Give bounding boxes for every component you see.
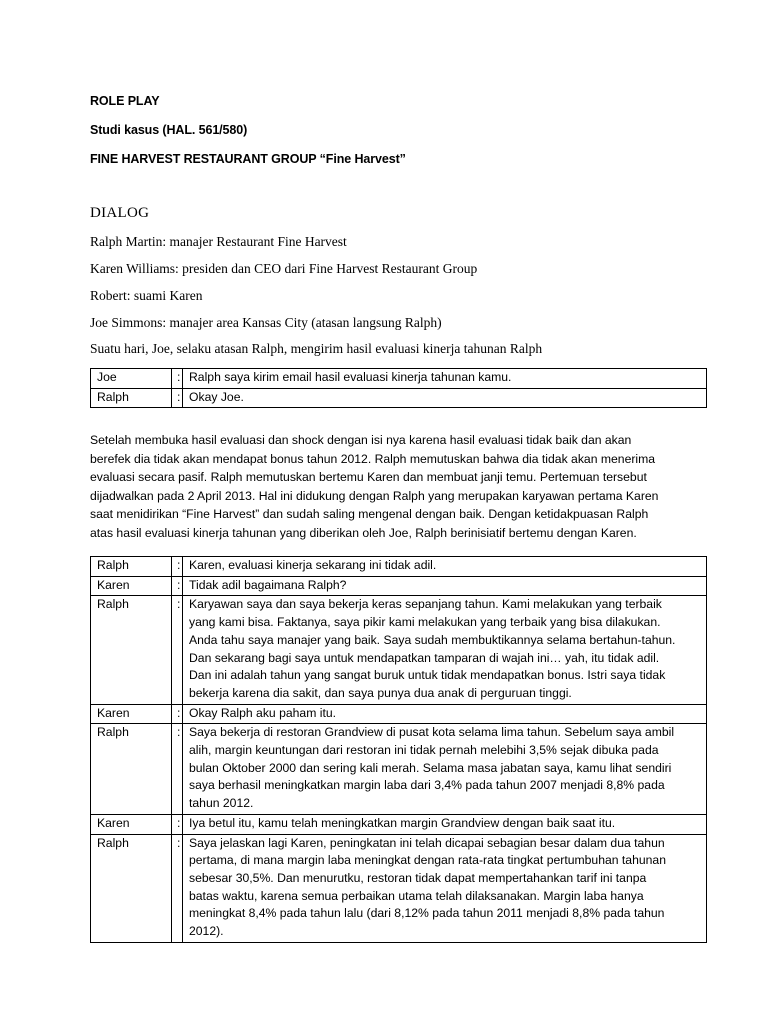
dialog-row [91, 557, 707, 577]
dialog-text: Okay Joe. [183, 388, 707, 408]
dialog-text: Saya bekerja di restoran Grandview di pusat kota selama lima tahun. Sebelum saya ambil alih, margin keuntungan dari restoran ini tidak pernah melebihi 3,5% sejak dibuka pada bulan Oktober 2000 dan sering kali merah. Selama masa jabatan saya, kamu lihat sendiri saya berhasil meningkatkan margin laba dari 3,4% pada tahun 2007 menjadi 8,8% pada tahun 2012. [183, 724, 707, 815]
colon-separator: : [172, 704, 183, 724]
dialog-row [91, 814, 707, 834]
speaker-name: Karen [91, 576, 172, 596]
dialog-row [91, 724, 707, 815]
dialog-text: Saya jelaskan lagi Karen, peningkatan ini telah dicapai sebagian besar dalam dua tahun pertama, di mana margin laba meningkat dengan rata-rata tingkat pertumbuhan tahunan sebesar 30,5%. Dan menurutku, restoran tidak dapat mempertahankan tarif ini tanpa batas waktu, karena semua perbaikan utama telah dilaksanakan. Margin laba hanya meningkat 8,4% pada tahun lalu (dari 8,12% pada tahun 2011 menjadi 8,8% pada tahun 2012). [183, 834, 707, 942]
dialog-row [91, 596, 707, 704]
speaker-name: Karen [91, 814, 172, 834]
dialog-text: Ralph saya kirim email hasil evaluasi kinerja tahunan kamu. [183, 369, 707, 389]
dialog-table-2 [90, 556, 707, 943]
colon-separator: : [172, 834, 183, 942]
dialog-text: Karyawan saya dan saya bekerja keras sepanjang tahun. Kami melakukan yang terbaik yang kami bisa. Faktanya, saya pikir kami melakukan yang terbaik yang bisa dilakukan. Anda tahu saya manajer yang baik. Saya sudah membuktikannya selama bertahun-tahun. Dan sekarang bagi saya untuk mendapatkan tamparan di wajah ini… yah, itu tidak adil. Dan ini adalah tahun yang sangat buruk untuk tidak mendapatkan bonus. Istri saya tidak bekerja karena dia sakit, dan saya punya dua anak di perguruan tinggi. [183, 596, 707, 704]
dialog-text: Karen, evaluasi kinerja sekarang ini tidak adil. [183, 557, 707, 577]
company-heading: FINE HARVEST RESTAURANT GROUP “Fine Harvest” [90, 152, 406, 166]
speaker-name: Ralph [91, 724, 172, 815]
speaker-name: Ralph [91, 388, 172, 408]
dialog-text: Okay Ralph aku paham itu. [183, 704, 707, 724]
doc-title: ROLE PLAY [90, 94, 160, 108]
speaker-name: Karen [91, 704, 172, 724]
cast-line: Karen Williams: presiden dan CEO dari Fine Harvest Restaurant Group [90, 261, 478, 276]
scene-intro: Suatu hari, Joe, selaku atasan Ralph, mengirim hasil evaluasi kinerja tahunan Ralph [90, 341, 543, 356]
dialog-heading: DIALOG [90, 205, 150, 221]
case-study-ref: Studi kasus (HAL. 561/580) [90, 123, 248, 137]
colon-separator: : [172, 576, 183, 596]
paragraph-line: berefek dia tidak akan mendapat bonus tahun 2012. Ralph memutuskan bahwa dia tidak akan menerima [90, 451, 656, 466]
colon-separator: : [172, 596, 183, 704]
colon-separator: : [172, 724, 183, 815]
dialog-text: Iya betul itu, kamu telah meningkatkan margin Grandview dengan baik saat itu. [183, 814, 707, 834]
speaker-name: Ralph [91, 596, 172, 704]
speaker-name: Joe [91, 369, 172, 389]
narrative-paragraph [90, 431, 690, 543]
cast-line: Joe Simmons: manajer area Kansas City (atasan langsung Ralph) [90, 315, 442, 330]
dialog-row [91, 704, 707, 724]
colon-separator: : [172, 388, 183, 408]
dialog-row [91, 388, 707, 408]
colon-separator: : [172, 814, 183, 834]
colon-separator: : [172, 369, 183, 389]
paragraph-line: atas hasil evaluasi kinerja tahunan yang diberikan oleh Joe, Ralph berinisiatif bertemu dengan Karen. [90, 525, 637, 540]
cast-line: Robert: suami Karen [90, 288, 203, 303]
dialog-row [91, 834, 707, 942]
paragraph-line: saat menidirikan “Fine Harvest” dan sudah saling mengenal dengan baik. Dengan ketidakpuasan Ralph [90, 507, 649, 522]
paragraph-line: evaluasi secara pasif. Ralph memutuskan bertemu Karen dan membuat janji temu. Pertemuan tersebut [90, 470, 647, 485]
paragraph-line: dijadwalkan pada 2 April 2013. Hal ini didukung dengan Ralph yang merupakan karyawan pertama Karen [90, 488, 659, 503]
speaker-name: Ralph [91, 834, 172, 942]
paragraph-line: Setelah membuka hasil evaluasi dan shock dengan isi nya karena hasil evaluasi tidak baik dan akan [90, 433, 632, 447]
cast-line: Ralph Martin: manajer Restaurant Fine Harvest [90, 234, 347, 249]
dialog-table-1 [90, 368, 707, 408]
colon-separator: : [172, 557, 183, 577]
dialog-row [91, 369, 707, 389]
dialog-row [91, 576, 707, 596]
speaker-name: Ralph [91, 557, 172, 577]
dialog-text: Tidak adil bagaimana Ralph? [183, 576, 707, 596]
